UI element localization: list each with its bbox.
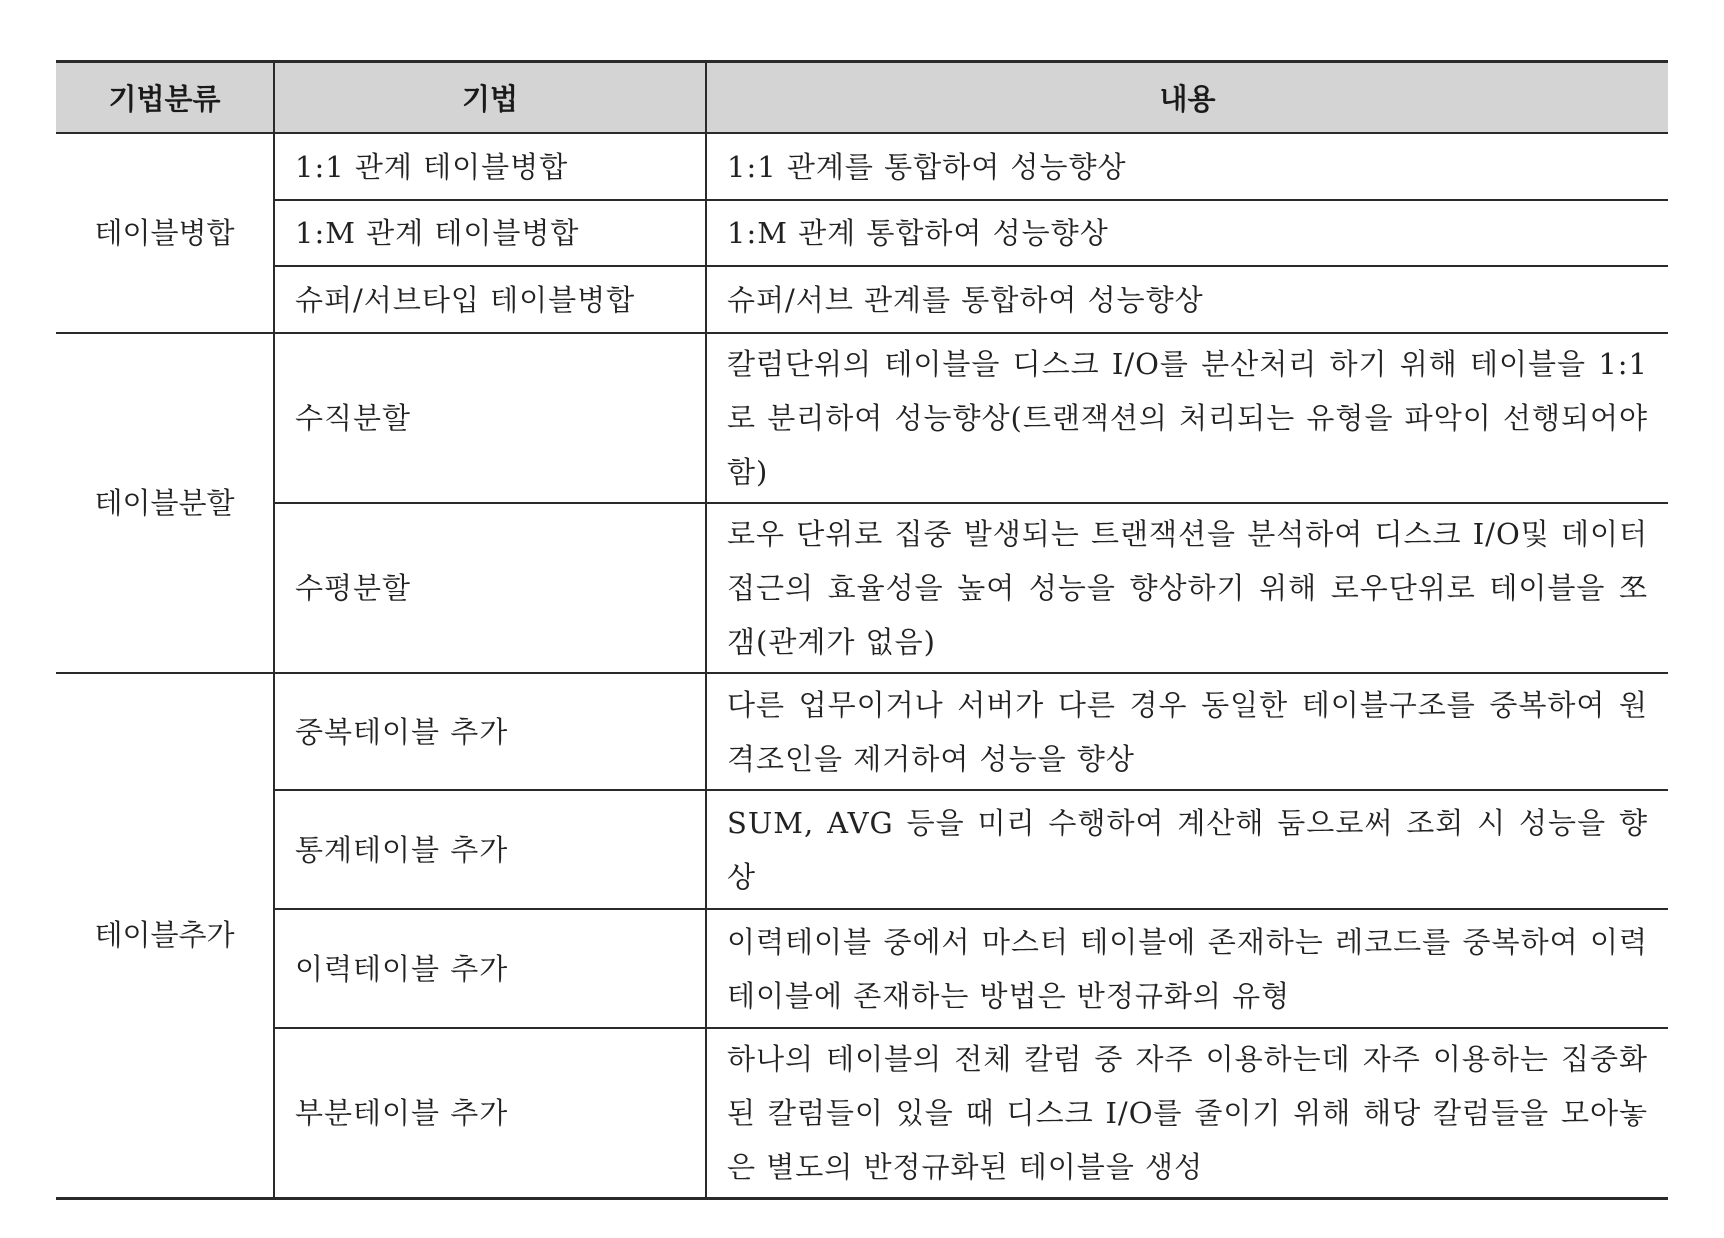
denormalization-table <box>56 60 1668 1200</box>
table-row <box>56 333 1668 503</box>
technique-cell: 수평분할 <box>274 503 706 673</box>
table-row <box>56 790 1668 909</box>
technique-cell: 중복테이블 추가 <box>274 673 706 790</box>
content-cell: 로우 단위로 집중 발생되는 트랜잭션을 분석하여 디스크 I/O및 데이터접근의 효율성을 높여 성능을 향상하기 위해 로우단위로 테이블을 쪼갬(관계가 없음) <box>706 503 1668 673</box>
category-cell-table-add: 테이블추가 <box>56 673 274 1198</box>
technique-cell: 수직분할 <box>274 333 706 503</box>
technique-cell: 이력테이블 추가 <box>274 909 706 1028</box>
content-cell: 슈퍼/서브 관계를 통합하여 성능향상 <box>706 266 1668 333</box>
table-row <box>56 503 1668 673</box>
technique-cell: 슈퍼/서브타입 테이블병합 <box>274 266 706 333</box>
technique-cell: 1:1 관계 테이블병합 <box>274 133 706 200</box>
technique-cell: 1:M 관계 테이블병합 <box>274 200 706 266</box>
content-cell: 하나의 테이블의 전체 칼럼 중 자주 이용하는데 자주 이용하는 집중화된 칼럼들이 있을 때 디스크 I/O를 줄이기 위해 해당 칼럼들을 모아놓은 별도의 반정규화된 테이블을 생성 <box>706 1028 1668 1198</box>
content-cell: 1:M 관계 통합하여 성능향상 <box>706 200 1668 266</box>
content-cell: 1:1 관계를 통합하여 성능향상 <box>706 133 1668 200</box>
content-cell: 이력테이블 중에서 마스터 테이블에 존재하는 레코드를 중복하여 이력테이블에 존재하는 방법은 반정규화의 유형 <box>706 909 1668 1028</box>
table-body <box>56 133 1668 1198</box>
table-row <box>56 1028 1668 1198</box>
header-category: 기법분류 <box>56 62 274 134</box>
category-cell-table-split: 테이블분할 <box>56 333 274 673</box>
header-content: 내용 <box>706 62 1668 134</box>
table-row <box>56 673 1668 790</box>
table-row <box>56 133 1668 200</box>
category-cell-table-merge: 테이블병합 <box>56 133 274 333</box>
content-cell: 다른 업무이거나 서버가 다른 경우 동일한 테이블구조를 중복하여 원격조인을 제거하여 성능을 향상 <box>706 673 1668 790</box>
table-row <box>56 909 1668 1028</box>
table-header <box>56 62 1668 134</box>
technique-cell: 부분테이블 추가 <box>274 1028 706 1198</box>
content-cell: 칼럼단위의 테이블을 디스크 I/O를 분산처리 하기 위해 테이블을 1:1로 분리하여 성능향상(트랜잭션의 처리되는 유형을 파악이 선행되어야 함) <box>706 333 1668 503</box>
table-row <box>56 200 1668 266</box>
content-cell: SUM, AVG 등을 미리 수행하여 계산해 둠으로써 조회 시 성능을 향상 <box>706 790 1668 909</box>
header-technique: 기법 <box>274 62 706 134</box>
technique-cell: 통계테이블 추가 <box>274 790 706 909</box>
table-row <box>56 266 1668 333</box>
